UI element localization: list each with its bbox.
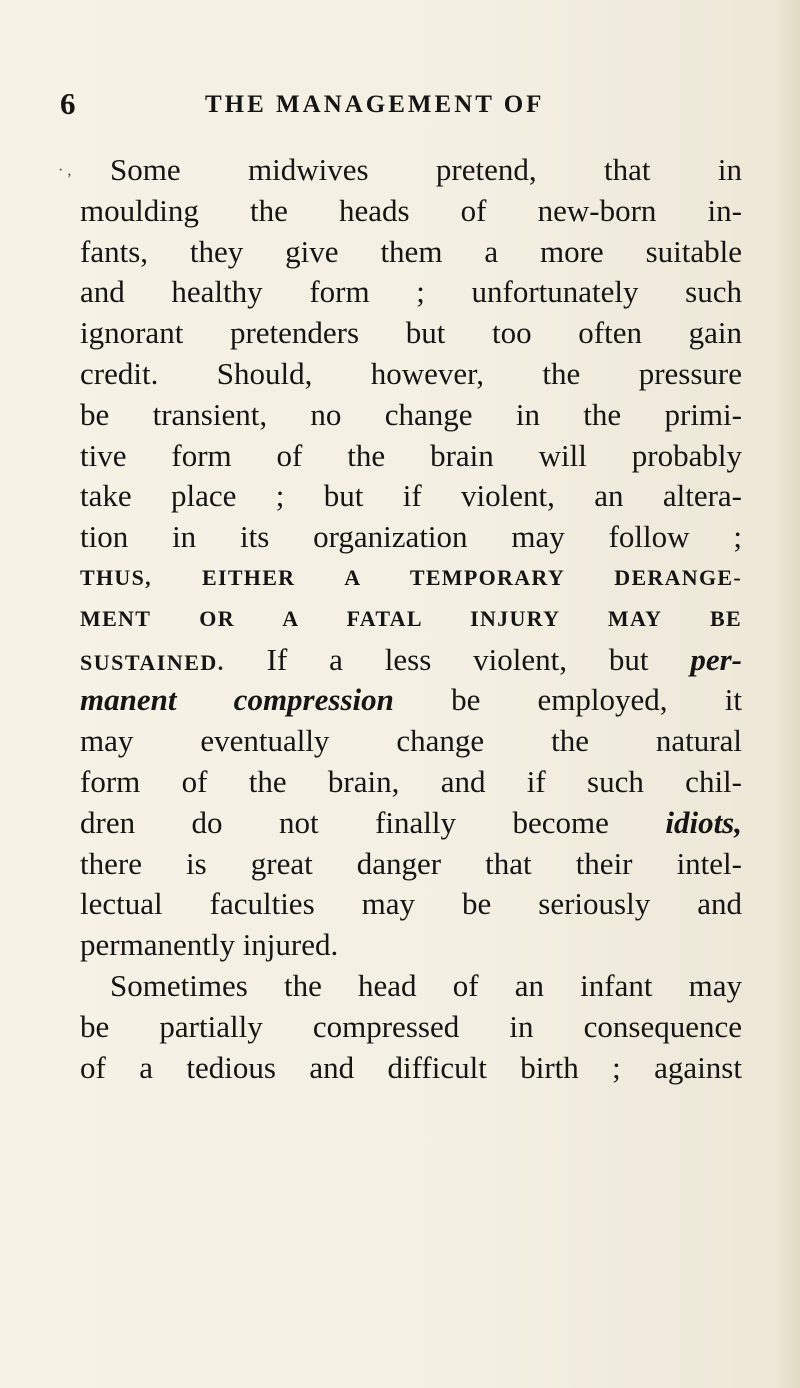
roman-text: If a less violent, but xyxy=(224,641,691,677)
small-caps-text: SUSTAINED. xyxy=(80,649,225,675)
text-line: of a tedious and difficult birth ; against xyxy=(80,1049,742,1085)
text-line-mixed xyxy=(80,640,742,681)
text-line: be transient, no change in the primi- xyxy=(80,396,742,432)
roman-text: be employed, it xyxy=(393,682,742,718)
page-number: 6 xyxy=(60,86,76,121)
text-line-caps: MENT OR A FATAL INJURY MAY BE xyxy=(80,605,742,631)
page-edge-shadow xyxy=(774,0,800,1388)
text-line: credit. Should, however, the pressure xyxy=(80,355,742,391)
body-text xyxy=(80,150,742,1088)
text-line-mixed xyxy=(80,803,742,844)
margin-mark: · , xyxy=(58,162,72,179)
text-line-mixed xyxy=(80,680,742,721)
page-header xyxy=(60,88,760,128)
text-line: be partially compressed in consequence xyxy=(80,1008,742,1044)
text-line: moulding the heads of new-born in- xyxy=(80,192,742,228)
text-line: and healthy form ; unfortunately such xyxy=(80,274,742,310)
text-line: Sometimes the head of an infant may xyxy=(110,967,742,1003)
text-line: permanently injured. xyxy=(80,927,339,963)
text-line: take place ; but if violent, an altera- xyxy=(80,478,742,514)
text-line: fants, they give them a more suitable xyxy=(80,233,742,269)
roman-text: dren do not finally become xyxy=(80,804,666,840)
text-line: tive form of the brain will probably xyxy=(80,437,742,473)
text-line: tion in its organization may follow ; xyxy=(80,519,742,555)
italic-text: idiots, xyxy=(665,804,742,840)
italic-text: manent compression xyxy=(80,682,394,718)
running-head: THE MANAGEMENT OF xyxy=(205,91,545,118)
italic-text: per- xyxy=(690,641,742,677)
text-line: lectual faculties may be seriously and xyxy=(80,886,742,922)
text-line: form of the brain, and if such chil- xyxy=(80,763,742,799)
text-line: there is great danger that their intel- xyxy=(80,845,742,881)
text-line: may eventually change the natural xyxy=(80,723,742,759)
text-line: Some midwives pretend, that in xyxy=(110,152,742,187)
text-line-caps: THUS, EITHER A TEMPORARY DERANGE- xyxy=(80,564,742,590)
text-line: ignorant pretenders but too often gain xyxy=(80,315,742,351)
